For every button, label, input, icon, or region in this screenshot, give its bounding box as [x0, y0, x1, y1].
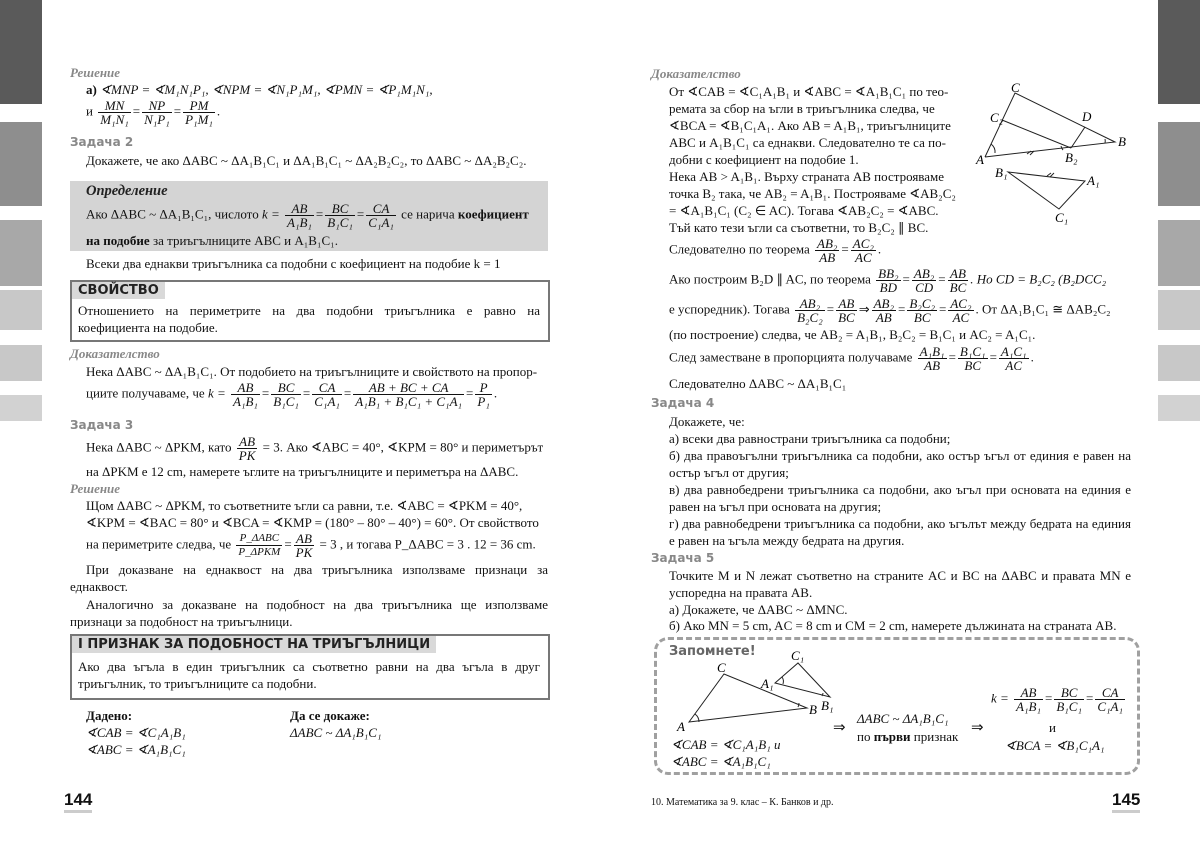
label-a: A [976, 152, 984, 167]
similarity-statement: ΔABC ~ ΔA₁B₁C₁ [857, 711, 949, 726]
fraction: $\frac{AB}{\text{A₁B₁}}$ [287, 201, 312, 230]
thumb-tab [0, 290, 42, 330]
definition-box [70, 181, 548, 251]
thumb-tab [0, 345, 42, 381]
given-heading: Дадено: [86, 708, 133, 723]
fraction: $\frac{CA}{\text{C₁A₁}}$ [1097, 685, 1123, 714]
proof-line: Тъй като тези ъгли са съответни, то B₂C₂ ∥ BC. [669, 220, 929, 235]
remember-heading: Запомнете! [669, 644, 756, 659]
property-text: Отношението на периметрите на два подобни триъгълника е равно на коефициента на подобие. [78, 303, 540, 335]
fraction: $\frac{\text{B₂C₂}}{BC}$ [909, 296, 936, 325]
thumb-tab [1158, 122, 1200, 206]
label-b1: B₁ [995, 165, 1008, 180]
property-box [70, 280, 550, 342]
fraction: $\frac{AB}{PK}$ [295, 531, 313, 560]
fraction: $\frac{PM}{\text{P₁M₁}}$ [185, 98, 213, 127]
conclusion-line: Следователно ΔABC ~ ΔA₁B₁C₁ [669, 376, 847, 391]
fraction: $\frac{CA}{\text{C₁A₁}}$ [368, 201, 394, 230]
paragraph-similarity: Аналогично за доказване на подобност на два триъгълника ще използваме признаци за подобност на триъгълници. [70, 597, 548, 629]
solution-3-heading: Решение [70, 481, 121, 496]
fraction: $\frac{AB + BC + CA}{\text{A₁B₁ + B₁C₁ + C₁A₁}}$ [355, 380, 463, 409]
fraction: $\frac{BC}{\text{B₁C₁}}$ [1056, 685, 1082, 714]
task-3-heading: Задача 3 [70, 418, 134, 432]
given-line-2: ∢ABC = ∢A₁B₁C₁ [86, 742, 186, 757]
triangle-a1b1c1 [1008, 172, 1085, 209]
definition-heading: Определение [86, 183, 168, 199]
label-c1: C₁ [1055, 210, 1069, 225]
label-b2: B₂ [1065, 150, 1078, 165]
proof-figure [975, 80, 1135, 230]
thumb-tab [1158, 345, 1200, 381]
label-c: C [1011, 80, 1020, 95]
fraction: $\frac{\text{A₁B₁}}{AB}$ [919, 344, 945, 373]
coefficient-formula: k = $\frac{AB}{\text{A₁B₁}}$ = $\frac{BC}{\text{B₁C₁}}$ = $\frac{CA}{\text{C₁A₁}}$ [991, 685, 1123, 714]
label-b: B [809, 702, 817, 717]
remember-figure [667, 644, 837, 736]
page-number-right: 145 [1112, 790, 1140, 813]
proof-line: От ∢CAB = ∢C₁A₁B₁ и ∢ABC = ∢A₁B₁C₁ по тео- [669, 84, 949, 99]
solution-a [86, 81, 433, 98]
fraction: $\frac{AB}{\text{A₁B₁}}$ [1016, 685, 1041, 714]
fraction: $\frac{AB}{BC}$ [838, 296, 855, 325]
solution-3-line-3: на периметрите следва, че P_ΔABC P_ΔPKM = $\frac{AB}{PK}$ = 3 , и тогава P_ΔABC = 3 . 12 = 36 cm. [86, 531, 536, 560]
task-5-text: Точките M и N лежат съответно на страните AC и BC на ΔABC и правата MN е успоредна на правата AB. [669, 568, 1131, 600]
proof-line-1: Нека ΔABC ~ ΔA₁B₁C₁. От подобието на триъгълниците и свойството на пропор- [86, 364, 538, 379]
task-2-text: Докажете, че ако ΔABC ~ ΔA₁B₁C₁ и ΔA₁B₁C₁ ~ ΔA₂B₂C₂, то ΔABC ~ ΔA₂B₂C₂. [86, 153, 527, 168]
task-2-heading: Задача 2 [70, 135, 134, 149]
label-a1: A₁ [1087, 173, 1100, 188]
by-criterion: по първи признак [857, 729, 959, 744]
paragraph-congruence: При доказване на еднаквост на два триъгълника използваме признаци за еднаквост. [70, 562, 548, 594]
task-3-line-2: на ΔPKM е 12 cm, намерете ъглите на триъгълниците и периметъра на ΔABC. [86, 464, 519, 479]
label-d: D [1082, 109, 1092, 124]
implies-arrow: ⇒ [833, 720, 846, 736]
proof-heading: Доказателство [70, 346, 160, 361]
label-a1: A₁ [761, 676, 774, 691]
proof-heading: Доказателство [651, 66, 741, 81]
label-a: A [677, 719, 685, 734]
fraction: $\frac{P}{\text{P₁}}$ [477, 380, 490, 409]
and-text: и [1049, 720, 1056, 735]
fraction: $\frac{BC}{\text{B₁C₁}}$ [327, 201, 353, 230]
solution-3-line-2: ∢KPM = ∢BAC = 80° и ∢BCA = ∢KMP = (180° – 80° – 40°) = 60°. От свойството [86, 515, 539, 530]
fraction: $\frac{CA}{\text{C₁A₁}}$ [314, 380, 340, 409]
fraction: $\frac{AB}{PK}$ [238, 434, 256, 463]
label-b1: B₁ [821, 698, 834, 713]
theorem-line: Следователно по теорема $\frac{\text{AB₂}}{AB}$ = $\frac{\text{AC₂}}{AC}$ . [669, 236, 882, 265]
thumb-tab [1158, 0, 1200, 104]
footer-credit: 10. Математика за 9. клас – К. Банков и др. [651, 797, 834, 808]
prove-line-1: ΔABC ~ ΔA₁B₁C₁ [290, 725, 382, 740]
thumb-tab [1158, 290, 1200, 330]
label-c1: C₁ [791, 648, 805, 663]
label-c2: C₂ [990, 110, 1004, 125]
criterion-box [70, 634, 550, 700]
remember-box [654, 637, 1140, 775]
task-3-line-1: Нека ΔABC ~ ΔPKM, като $\frac{AB}{PK}$ = 3. Ако ∢ABC = 40°, ∢KPM = 80° и периметърът [86, 434, 544, 463]
task-4-v: в) два равнобедрени триъгълника са подобни, ако ъгъл при основата на единия е равен на ъгъл при основата на другия; [669, 482, 1131, 514]
definition-line-2: на подобие за триъгълниците ABC и A₁B₁C₁. [86, 233, 338, 248]
triangle-abc [689, 674, 807, 722]
condition-2: ∢ABC = ∢A₁B₁C₁ [671, 754, 771, 769]
label-c: C [717, 660, 726, 675]
angle-equality: ∢BCA = ∢B₁C₁A₁ [1005, 738, 1105, 753]
proof-line: ABC и A₁B₁C₁ са еднакви. Следователно те са по- [669, 135, 946, 150]
criterion-heading: I ПРИЗНАК ЗА ПОДОБНОСТ НА ТРИЪГЪЛНИЦИ [72, 636, 436, 653]
task-4-a: а) всеки два равнострани триъгълника са подобни; [669, 431, 951, 446]
task-4-b: б) два правоъгълни триъгълника са подобни, ако остър ъгъл от единия е равен на остър ъгъл от другия; [669, 448, 1131, 480]
given-line-1: ∢CAB = ∢C₁A₁B₁ [86, 725, 186, 740]
thumb-tab [0, 0, 42, 104]
proof-line: добни с коефициент на подобие 1. [669, 152, 859, 167]
criterion-text: Ако два ъгъла в един триъгълник са съответно равни на два ъгъла в друг триъгълник, то триъгълниците са подобни. [78, 659, 540, 691]
proof-line-2: циите получаваме, че k = $\frac{AB}{\text{A₁B₁}}$ = $\frac{BC}{\text{B₁C₁}}$ = $\frac{CA}{\text{C₁A₁}}$ = $\frac{AB + BC + CA}{\text{A₁B₁ + B₁C₁ + C₁A₁}}$ = $\frac{P}{\text{P₁}}$ . [86, 380, 498, 409]
definition-line-1: Ако ΔABC ~ ΔA₁B₁C₁, числото k = $\frac{AB}{\text{A₁B₁}}$ = $\frac{BC}{\text{B₁C₁}}$ = $\frac{CA}{\text{C₁A₁}}$ се нарича коефициент [86, 201, 529, 230]
proof-line: ремата за сбор на ъгли в триъгълника следва, че [669, 101, 935, 116]
triangle-abc [985, 93, 1115, 157]
construction-line: (по построение) следва, че AB₂ = A₁B₁, B₂C₂ = B₁C₁ и AC₂ = A₁C₁. [669, 327, 1036, 342]
parallel-line: Ако построим B₂D ∥ AC, по теорема $\frac{\text{BB₂}}{BD}$ = $\frac{\text{AB₂}}{CD}$ = $\frac{AB}{BC}$ . Но CD = B₂C₂ (B₂DCC₂ [669, 266, 1107, 295]
equal-note: Всеки два еднакви триъгълника са подобни с коефициент на подобие k = 1 [86, 256, 501, 271]
proof-line: ∢BCA = ∢B₁C₁A₁. Ако AB = A₁B₁, триъгълниците [669, 118, 951, 133]
thumb-tab [1158, 220, 1200, 286]
fraction: $\frac{AB}{\text{A₁B₁}}$ [233, 380, 258, 409]
property-heading: СВОЙСТВО [72, 282, 165, 299]
thumb-tab [0, 220, 42, 286]
fraction: $\frac{NP}{\text{N₁P₁}}$ [144, 98, 170, 127]
task-4-heading: Задача 4 [651, 396, 715, 410]
solution-heading: Решение [70, 65, 121, 80]
task-5-b: б) Ако MN = 5 cm, AC = 8 cm и CM = 2 cm, намерете дължината на страната AB. [669, 618, 1117, 633]
solution-ratios: и $\frac{MN}{\text{M₁N₁}}$ = $\frac{NP}{\text{N₁P₁}}$ = $\frac{PM}{\text{P₁M₁}}$ . [86, 98, 221, 127]
task-4-intro: Докажете, че: [669, 414, 745, 429]
segment-b2d [1071, 127, 1085, 148]
solution-3-line-1: Щом ΔABC ~ ΔPKM, то съответните ъгли са равни, т.е. ∢ABC = ∢PKM = 40°, [86, 498, 523, 513]
label-b: B [1118, 134, 1126, 149]
proof-line: точка B₂ така, че AB₂ = A₁B₁. Построяваме ∢AB₂C₂ [669, 186, 956, 201]
task-5-heading: Задача 5 [651, 551, 715, 565]
fraction: $\frac{\text{AC₂}}{AC}$ [852, 236, 874, 265]
thumb-tab [1158, 395, 1200, 421]
fraction: $\frac{\text{AB₂}}{AB}$ [817, 236, 838, 265]
fraction: $\frac{\text{B₁C₁}}{BC}$ [959, 344, 986, 373]
math-text: ∢MNP = ∢M₁N₁P₁, ∢NPM = ∢N₁P₁M₁, ∢PMN = ∢P₁M₁N₁, [100, 82, 433, 97]
fraction: $\frac{\text{AB₂}}{\text{B₂C₂}}$ [797, 296, 823, 325]
proof-line: = ∢A₁B₁C₁ (C₂ ∈ AC). Тогава ∢AB₂C₂ = ∢ABC. [669, 203, 939, 218]
task-4-g: г) два равнобедрени триъгълника са подобни, ако ъгълът между бедрата на единия е равен на ъгъла между бедрата на другия. [669, 516, 1131, 548]
then-line: е успоредник). Тогава $\frac{\text{AB₂}}{\text{B₂C₂}}$ = $\frac{AB}{BC}$ ⇒ $\frac{\text{AB₂}}{AB}$ = $\frac{\text{B₂C₂}}{BC}$ = $\frac{\text{AC₂}}{AC}$ . От ΔA₁B₁C₁ ≅ ΔAB₂C₂ [669, 296, 1111, 325]
fraction: $\frac{\text{AB₂}}{CD}$ [913, 266, 935, 295]
fraction: $\frac{\text{A₁C₁}}{AC}$ [1000, 344, 1027, 373]
fraction: $\frac{\text{BB₂}}{BD}$ [878, 266, 899, 295]
thumb-tab [0, 395, 42, 421]
fraction: $\frac{BC}{\text{B₁C₁}}$ [273, 380, 299, 409]
substitution-line: След заместване в пропорцията получаваме $\frac{\text{A₁B₁}}{AB}$ = $\frac{\text{B₁C₁}}{BC}$ = $\frac{\text{A₁C₁}}{AC}$ . [669, 344, 1034, 373]
fraction: $\frac{AB}{BC}$ [949, 266, 967, 295]
segment-b2c2 [1002, 120, 1071, 148]
proof-line: Нека AB > A₁B₁. Върху страната AB построяваме [669, 169, 945, 184]
fraction: $\frac{MN}{\text{M₁N₁}}$ [100, 98, 129, 127]
text: и [86, 103, 93, 119]
page-number-left: 144 [64, 790, 92, 813]
prove-heading: Да се докаже: [290, 708, 370, 723]
condition-1: ∢CAB = ∢C₁A₁B₁ и [671, 737, 781, 752]
thumb-tab [0, 122, 42, 206]
fraction: $\frac{\text{AC₂}}{AC}$ [950, 296, 972, 325]
fraction: $\frac{\text{AB₂}}{AB}$ [873, 296, 895, 325]
item-label: а) [86, 82, 97, 97]
task-5-a: а) Докажете, че ΔABC ~ ΔMNC. [669, 602, 848, 617]
fraction: P_ΔABC P_ΔPKM [238, 532, 281, 558]
implies-arrow: ⇒ [971, 720, 984, 736]
